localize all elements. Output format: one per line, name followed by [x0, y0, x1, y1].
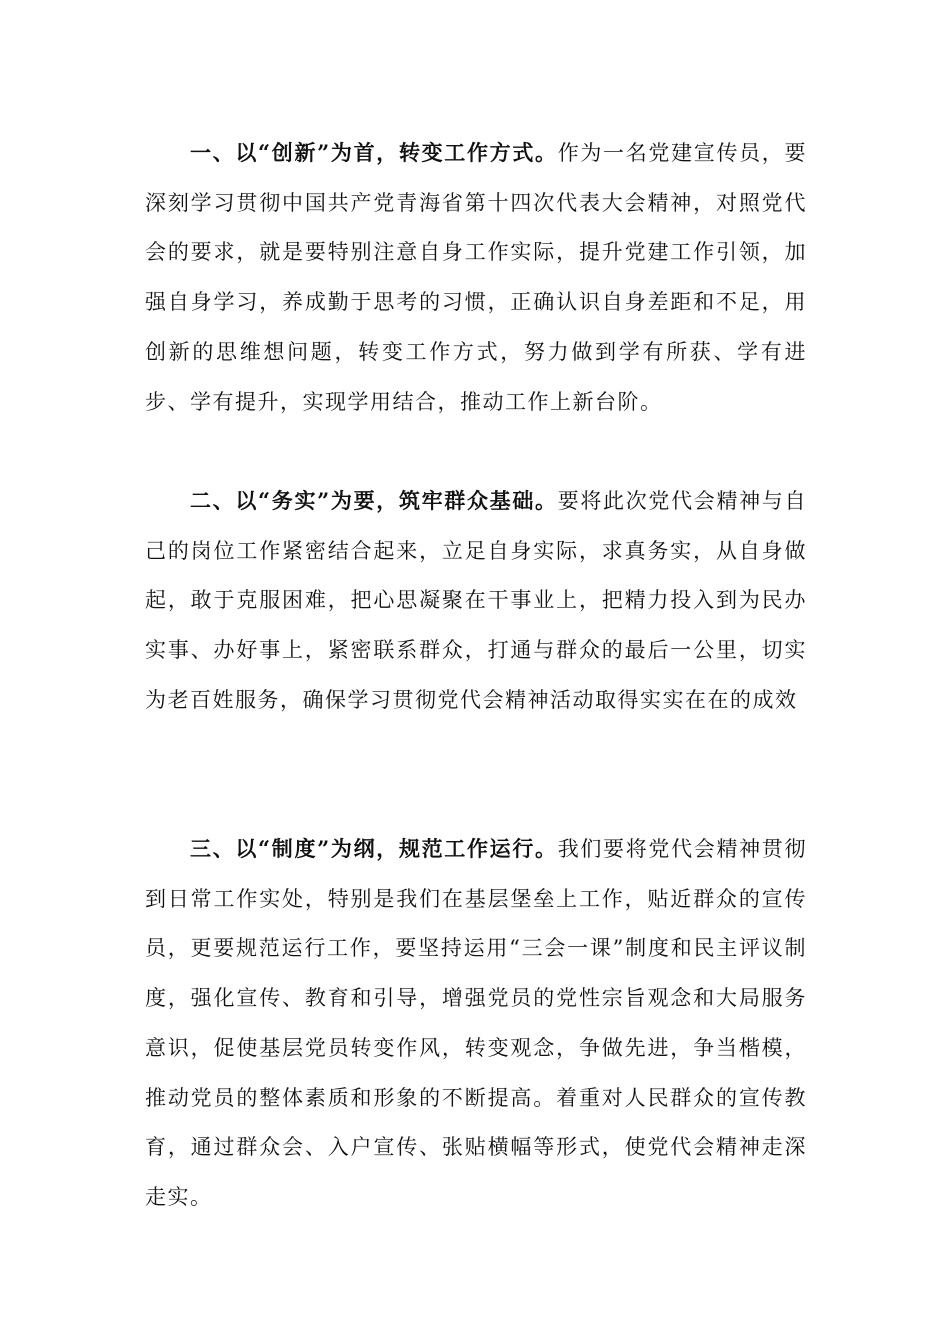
paragraph-system [145, 824, 807, 1223]
paragraph-body: 我们要将党代会精神贯彻到日常工作实处，特别是我们在基层堡垒上工作，贴近群众的宣传员，更要规范运行工作，要坚持运用“三会一课”制度和民主评议制度，强化宣传、教育和引导，增强党员的党性宗旨观念和大局服务意识，促使基层党员转变作风，转变观念，争做先进，争当楷模，推动党员的整体素质和形象的不断提高。着重对人民群众的宣传教育，通过群众会、入户宣传、张贴横幅等形式，使党代会精神走深走实。 [145, 837, 807, 1209]
paragraph-heading: 二、以“务实”为要，筑牢群众基础。 [190, 488, 558, 513]
paragraph-heading: 三、以“制度”为纲，规范工作运行。 [190, 836, 558, 861]
paragraph-pragmatism [145, 476, 807, 726]
paragraph-body: 作为一名党建宣传员，要深刻学习贯彻中国共产党青海省第十四次代表大会精神，对照党代会的要求，就是要特别注意自身工作实际，提升党建工作引领，加强自身学习，养成勤于思考的习惯，正确认识自身差距和不足，用创新的思维想问题，转变工作方式，努力做到学有所获、学有进步、学有提升，实现学用结合，推动工作上新台阶。 [145, 141, 807, 414]
paragraph-heading: 一、以“创新”为首，转变工作方式。 [190, 140, 558, 165]
paragraph-body: 要将此次党代会精神与自己的岗位工作紧密结合起来，立足自身实际，求真务实，从自身做起，敢于克服困难，把心思凝聚在干事业上，把精力投入到为民办实事、办好事上，紧密联系群众，打通与群众的最后一公里，切实为老百姓服务，确保学习贯彻党代会精神活动取得实实在在的成效 [145, 489, 807, 712]
paragraph-innovation [145, 128, 807, 427]
